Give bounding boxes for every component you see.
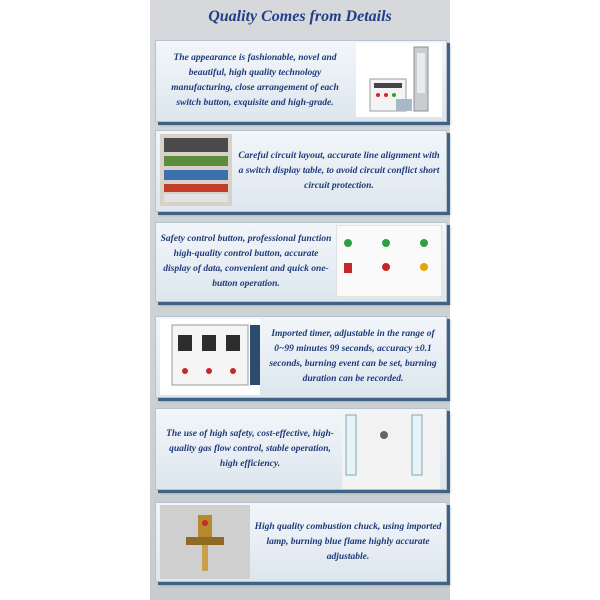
flowmeter-photo <box>342 409 440 489</box>
feature-card-appearance <box>155 40 447 122</box>
burner-photo <box>160 505 250 579</box>
feature-text: The use of high safety, cost-effective, high-quality gas flow control, stable operation, high efficiency. <box>166 428 334 469</box>
page-title: Quality Comes from Details <box>208 8 392 25</box>
feature-card-control-buttons <box>155 222 447 302</box>
feature-text: Imported timer, adjustable in the range of 0~99 minutes 99 seconds, accuracy ±0.1 seconds, burning event can be set, burning duration can be recorded. <box>269 329 437 384</box>
feature-card-circuit <box>155 130 447 212</box>
circuit-photo <box>160 134 232 206</box>
feature-text: Careful circuit layout, accurate line alignment with a switch display table, to avoid circuit conflict short circuit protection. <box>238 150 440 191</box>
feature-text: Safety control button, professional function high-quality control button, accurate display of data, convenient and quick one-button operation. <box>160 234 332 289</box>
device-photo <box>356 43 442 117</box>
timer-photo <box>160 319 260 395</box>
control-panel-photo <box>336 225 442 297</box>
feature-card-gas-flow <box>155 408 447 490</box>
feature-card-combustion-chuck <box>155 502 447 582</box>
feature-text: High quality combustion chuck, using imported lamp, burning blue flame highly accurate adjustable. <box>254 521 442 562</box>
feature-text: The appearance is fashionable, novel and beautiful, high quality technology manufacturing, close arrangement of each switch button, exquisite and high-grade. <box>171 53 339 108</box>
feature-card-timer <box>155 316 447 398</box>
